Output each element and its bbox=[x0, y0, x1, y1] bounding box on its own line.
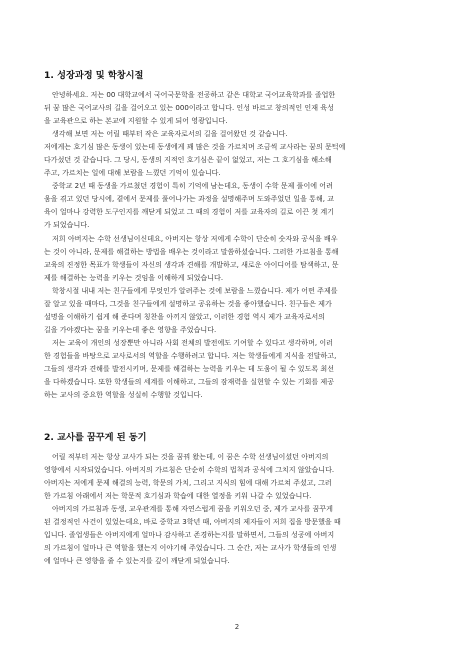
text-line: 저희 아버지는 수학 선생님이신데요, 아버지는 항상 저에게 수학이 단순히 숫자와 공식을 배우 bbox=[52, 233, 338, 243]
text-line: 을 다하겠습니다. 또한 학생들의 세계를 이해하고, 그들의 잠재력을 실현할 수 있는 기회를 제공 bbox=[44, 377, 335, 387]
text-line: 입니다. 졸업생들은 아버지에게 얼마나 감사하고 존경하는지를 말하면서, 그들의 성공에 아버지 bbox=[44, 530, 335, 540]
text-line: 육이 얼마나 강력한 도구인지를 깨닫게 되었고 그 때의 경험이 저를 교육자의 길로 이끈 첫 계기 bbox=[44, 207, 335, 217]
text-line: 뒤 꿈 많은 국어교사의 길을 걸어오고 있는 000이라고 합니다. 인성 바르고 창의적인 인재 육성 bbox=[44, 103, 334, 113]
text-line: 아버지는 저에게 문제 해결의 능력, 학문의 가치, 그리고 지식의 힘에 대해 가르쳐 주셨고, 그러 bbox=[44, 478, 332, 488]
paragraph bbox=[44, 336, 432, 401]
text-line: 다가섰던 것 같습니다. 그 당시, 동생의 지적인 호기심은 끝이 없었고, 저는 그 호기심을 해소해 bbox=[44, 155, 332, 165]
section-heading: 1. 성장과정 및 학창시절 bbox=[44, 70, 144, 81]
paragraph bbox=[44, 88, 432, 127]
text-line: 영향에서 시작되었습니다. 아버지의 가르침은 단순히 수학의 법칙과 공식에 그치지 않았습니다. bbox=[44, 465, 335, 475]
text-line: 는 것이 아니라, 문제를 해결하는 방법을 배우는 것이라고 말씀하셨습니다. 그러한 가르침을 통해 bbox=[44, 246, 339, 256]
text-line: 움을 겪고 있던 당시에, 곁에서 문제를 풀어나가는 과정을 설명해주며 도와주었던 일을 통해, 교 bbox=[44, 194, 335, 204]
text-line: 가 되었습니다. bbox=[44, 220, 90, 230]
text-line: 한 경험들을 바탕으로 교사로서의 역할을 수행하려고 합니다. 저는 학생들에게 지식을 전달하고, bbox=[44, 350, 337, 360]
paragraph bbox=[44, 284, 432, 336]
text-line: 생각해 보면 저는 어릴 때부터 작은 교육자로서의 길을 걸어왔던 것 같습니다. bbox=[52, 129, 288, 139]
text-line: 주고, 가르치는 일에 대해 보람을 느꼈던 기억이 있습니다. bbox=[44, 168, 221, 178]
text-line: 제를 해결하는 능력을 키우는 것임을 이해하게 되었습니다. bbox=[44, 272, 224, 282]
text-line: 하는 교사의 중요한 역할을 성실히 수행할 것입니다. bbox=[44, 390, 203, 400]
text-line: 어릴 적부터 저는 항상 교사가 되는 것을 꿈꿔 왔는데, 이 꿈은 수학 선생님이셨던 아버지의 bbox=[52, 452, 329, 461]
section-motivation bbox=[44, 432, 432, 567]
text-line: 길을 가야겠다는 꿈을 키우는데 좋은 영향을 주었습니다. bbox=[44, 324, 217, 334]
text-line: 설명을 이해하기 쉽게 해 준다며 칭찬을 아끼지 않았고, 이러한 경험 역시 제가 교육자로서의 bbox=[44, 311, 325, 321]
text-line: 한 가르침 아래에서 저는 학문적 호기심과 학습에 대한 열정을 키워 나갈 수 있었습니다. bbox=[44, 491, 312, 501]
paragraph bbox=[44, 232, 432, 284]
text-line: 안녕하세요. 저는 00 대학교에서 국어국문학을 전공하고 같은 대학교 국어교육학과를 졸업한 bbox=[52, 90, 336, 99]
text-line: 교육의 진정한 목표가 학생들이 자신의 생각과 견해를 개발하고, 새로운 아이디어를 탐색하고, 문 bbox=[44, 259, 339, 269]
text-line: 을 교육관으로 하는 본교에 지원할 수 있게 되어 영광입니다. bbox=[44, 116, 228, 126]
section-upbringing bbox=[44, 70, 432, 401]
text-line: 저에게는 호기심 많은 동생이 있는데 동생에게 꽤 많은 것을 가르치며 조금씩 교사라는 꿈의 문턱에 bbox=[44, 142, 346, 152]
paragraph bbox=[44, 502, 432, 567]
paragraph bbox=[44, 450, 432, 502]
text-line: 에 얼마나 큰 영향을 줄 수 있는지를 깊이 깨닫게 되었습니다. bbox=[44, 556, 230, 566]
text-line: 중학교 2년 때 동생을 가르쳤던 경험이 특히 기억에 남는데요, 동생이 수학 문제 풀이에 어려 bbox=[52, 181, 333, 191]
text-line: 아버지의 가르침과 동생, 교우관계를 통해 자연스럽게 꿈을 키워오던 중, 제가 교사를 꿈꾸게 bbox=[52, 504, 333, 514]
paragraph bbox=[44, 179, 432, 231]
text-line: 잘 알고 있을 때마다, 그것을 친구들에게 설명하고 공유하는 것을 좋아했습니다. 친구들은 제가 bbox=[44, 298, 332, 308]
text-line: 그들의 생각과 견해를 발전시키며, 문제를 해결하는 능력을 키우는 데 도움이 될 수 있도록 최선 bbox=[44, 363, 335, 373]
paragraph bbox=[44, 127, 432, 179]
text-line: 의 가르침이 얼마나 큰 역할을 했는지 이야기해 주었습니다. 그 순간, 저는 교사가 학생들의 인생 bbox=[44, 543, 337, 553]
text-line: 된 결정적인 사건이 있었는데요, 바로 중학교 3학년 때, 아버지의 제자들이 저희 집을 방문했을 때 bbox=[44, 517, 341, 527]
section-heading: 2. 교사를 꿈꾸게 된 동기 bbox=[44, 432, 147, 443]
text-line: 학창시절 내내 저는 친구들에게 무엇인가 알려주는 것에 보람을 느꼈습니다. 제가 어떤 주제를 bbox=[52, 285, 338, 295]
page-number: 2 bbox=[234, 623, 240, 631]
text-line: 저는 교육이 개인의 성장뿐만 아니라 사회 전체의 발전에도 기여할 수 있다고 생각하며, 이러 bbox=[52, 337, 333, 347]
